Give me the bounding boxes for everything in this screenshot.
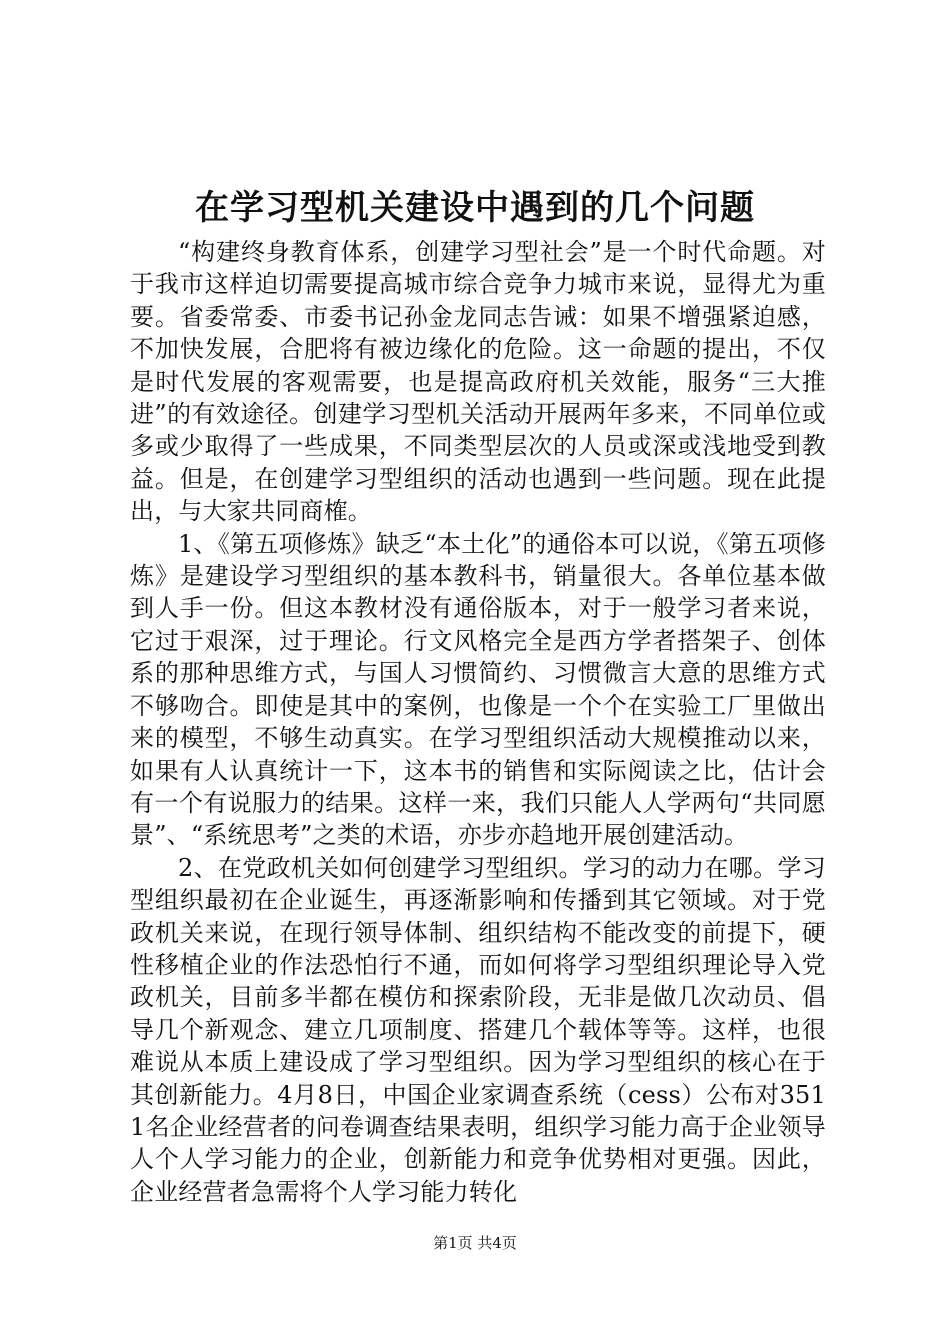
paragraph-point-2: 2、在党政机关如何创建学习型组织。学习的动力在哪。学习型组织最初在企业诞生，再逐渐影响和传播到其它领域。对于党政机关来说，在现行领导体制、组织结构不能改变的前提下，硬性移植企业的作法恐怕行不通，而如何将学习型组织理论导入党政机关，目前多半都在模仿和探索阶段，无非是做几次动员、倡导几个新观念、建立几项制度、搭建几个载体等等。这样，也很难说从本质上建设成了学习型组织。因为学习型组织的核心在于其创新能力。4月8日，中国企业家调查系统（cess）公布对3511名企业经营者的问卷调查结果表明，组织学习能力高于企业领导人个人学习能力的企业，创新能力和竞争优势相对更强。因此，企业经营者急需将个人学习能力转化: [130, 853, 826, 1206]
document-body: [130, 236, 826, 1208]
document-title: 在学习型机关建设中遇到的几个问题: [195, 188, 755, 228]
page-number-footer: 第1页 共4页: [433, 1234, 517, 1252]
paragraph-point-1: 1、《第五项修炼》缺乏“本土化”的通俗本可以说，《第五项修炼》是建设学习型组织的基本教科书，销量很大。各单位基本做到人手一份。但这本教材没有通俗版本，对于一般学习者来说，它过于艰深，过于理论。行文风格完全是西方学者搭架子、创体系的那种思维方式，与国人习惯简约、习惯微言大意的思维方式不够吻合。即使是其中的案例，也像是一个个在实验工厂里做出来的模型，不够生动真实。在学习型组织活动大规模推动以来，如果有人认真统计一下，这本书的销售和实际阅读之比，估计会有一个有说服力的结果。这样一来，我们只能人人学两句“共同愿景”、“系统思考”之类的术语，亦步亦趋地开展创建活动。: [130, 529, 826, 850]
paragraph-intro: “构建终身教育体系，创建学习型社会”是一个时代命题。对于我市这样迫切需要提高城市综合竞争力城市来说，显得尤为重要。省委常委、市委书记孙金龙同志告诫：如果不增强紧迫感，不加快发展，合肥将有被边缘化的危险。这一命题的提出，不仅是时代发展的客观需要，也是提高政府机关效能，服务“三大推进”的有效途径。创建学习型机关活动开展两年多来，不同单位或多或少取得了一些成果，不同类型层次的人员或深或浅地受到教益。但是，在创建学习型组织的活动也遇到一些问题。现在此提出，与大家共同商榷。: [130, 238, 826, 526]
